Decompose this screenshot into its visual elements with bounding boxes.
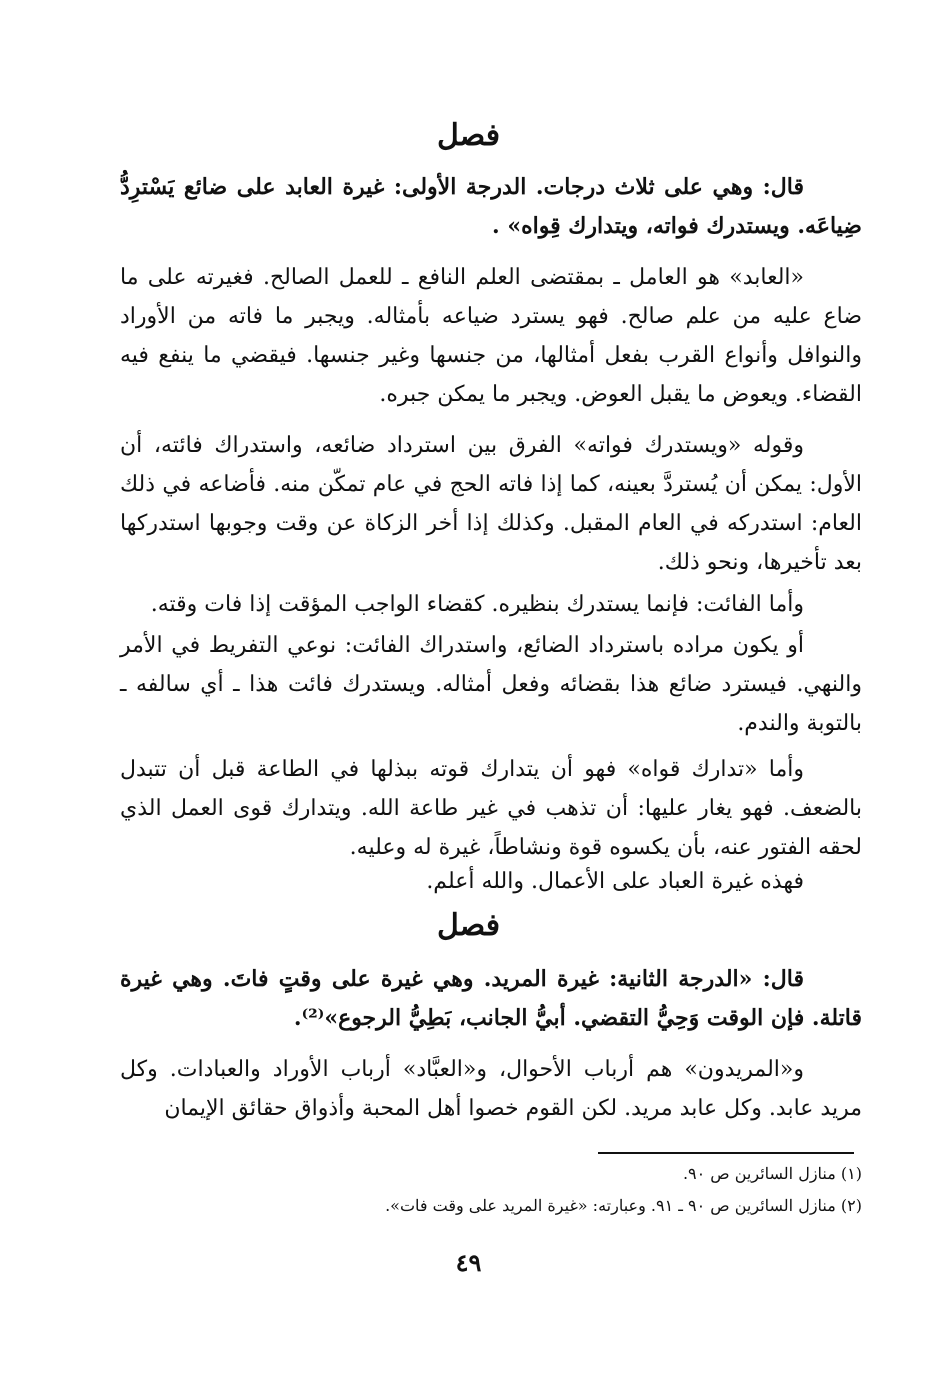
section-heading-2: فصل <box>436 908 501 943</box>
section1-paragraph-2: وقوله «ويستدرك فواته» الفرق بين استرداد ضائعه، واستدراك فائته، أن الأول: يمكن أن يُستردَّ بعينه، كما إذا فاته الحج في عام تمكّن منه. فأضاعه في ذلك العام: استدركه في العام المقبل. وكذلك إذا أخر الزكاة عن وقت وجوبها استدركها بعد تأخيرها، ونحو ذلك. <box>120 433 862 575</box>
section1-paragraph-3: وأما الفائت: فإنما يستدرك بنظيره. كقضاء الواجب المؤقت إذا فات وقته. <box>150 592 804 617</box>
section2-intro-quote: قال: «الدرجة الثانية: غيرة المريد. وهي غيرة على وقتٍ فاتَ. وهي غيرة قاتلة. فإن الوقت وَحِيُّ التقضي. أبيُّ الجانب، بَطِيُّ الرجوع»⁽²⁾. <box>120 966 862 1031</box>
section-heading-1: فصل <box>436 118 501 153</box>
section1-paragraph-5: وأما «تدارك قواه» فهو أن يتدارك قوته ببذلها في الطاعة قبل أن تتبدل بالضعف. فهو يغار عليها: أن تذهب في غير طاعة الله. ويتدارك قوى العمل الذي لحقه الفتور عنه، بأن يكسوه قوة ونشاطاً، غيرة له وعليه. <box>120 757 862 860</box>
page-number: ٤٩ <box>455 1248 482 1277</box>
section2-paragraph-1: و«المريدون» هم أرباب الأحوال، و«العبَّاد» أرباب الأوراد والعبادات. وكل مريد عابد. وكل عابد مريد. لكن القوم خصوا أهل المحبة وأذواق حقائق الإيمان <box>120 1057 862 1121</box>
section1-paragraph-1: «العابد» هو العامل ـ بمقتضى العلم النافع ـ للعمل الصالح. فغيرته على ما ضاع عليه من علم صالح. فهو يسترد ضياعه بأمثاله. ويجبر ما فاته من الأوراد والنوافل وأنواع القرب بفعل أمثالها، من جنسها وغير جنسها. فيقضي ما ينفع فيه القضاء. ويعوض ما يقبل العوض. ويجبر ما يمكن جبره. <box>120 265 862 407</box>
footnote-1: (١) منازل السائرين ص ٩٠. <box>682 1164 862 1183</box>
footnotes <box>120 1158 862 1222</box>
footnote-divider <box>598 1152 854 1154</box>
footnote-2: (٢) منازل السائرين ص ٩٠ ـ ٩١. وعبارته: «غيرة المريد على وقت فات». <box>385 1196 862 1215</box>
section1-intro-quote: قال: وهي على ثلاث درجات. الدرجة الأولى: غيرة العابد على ضائع يَسْترِدُّ ضِياعَه. ويستدرك فواته، ويتدارك قِواه» . <box>120 174 862 239</box>
section1-paragraph-6: فهذه غيرة العباد على الأعمال. والله أعلم. <box>426 869 804 894</box>
section1-paragraph-4: أو يكون مراده باسترداد الضائع، واستدراك الفائت: نوعي التفريط في الأمر والنهي. فيسترد ضائع هذا بقضائه وفعل أمثاله. ويستدرك فائت هذا ـ أي سالفه ـ بالتوبة والندم. <box>120 633 862 736</box>
